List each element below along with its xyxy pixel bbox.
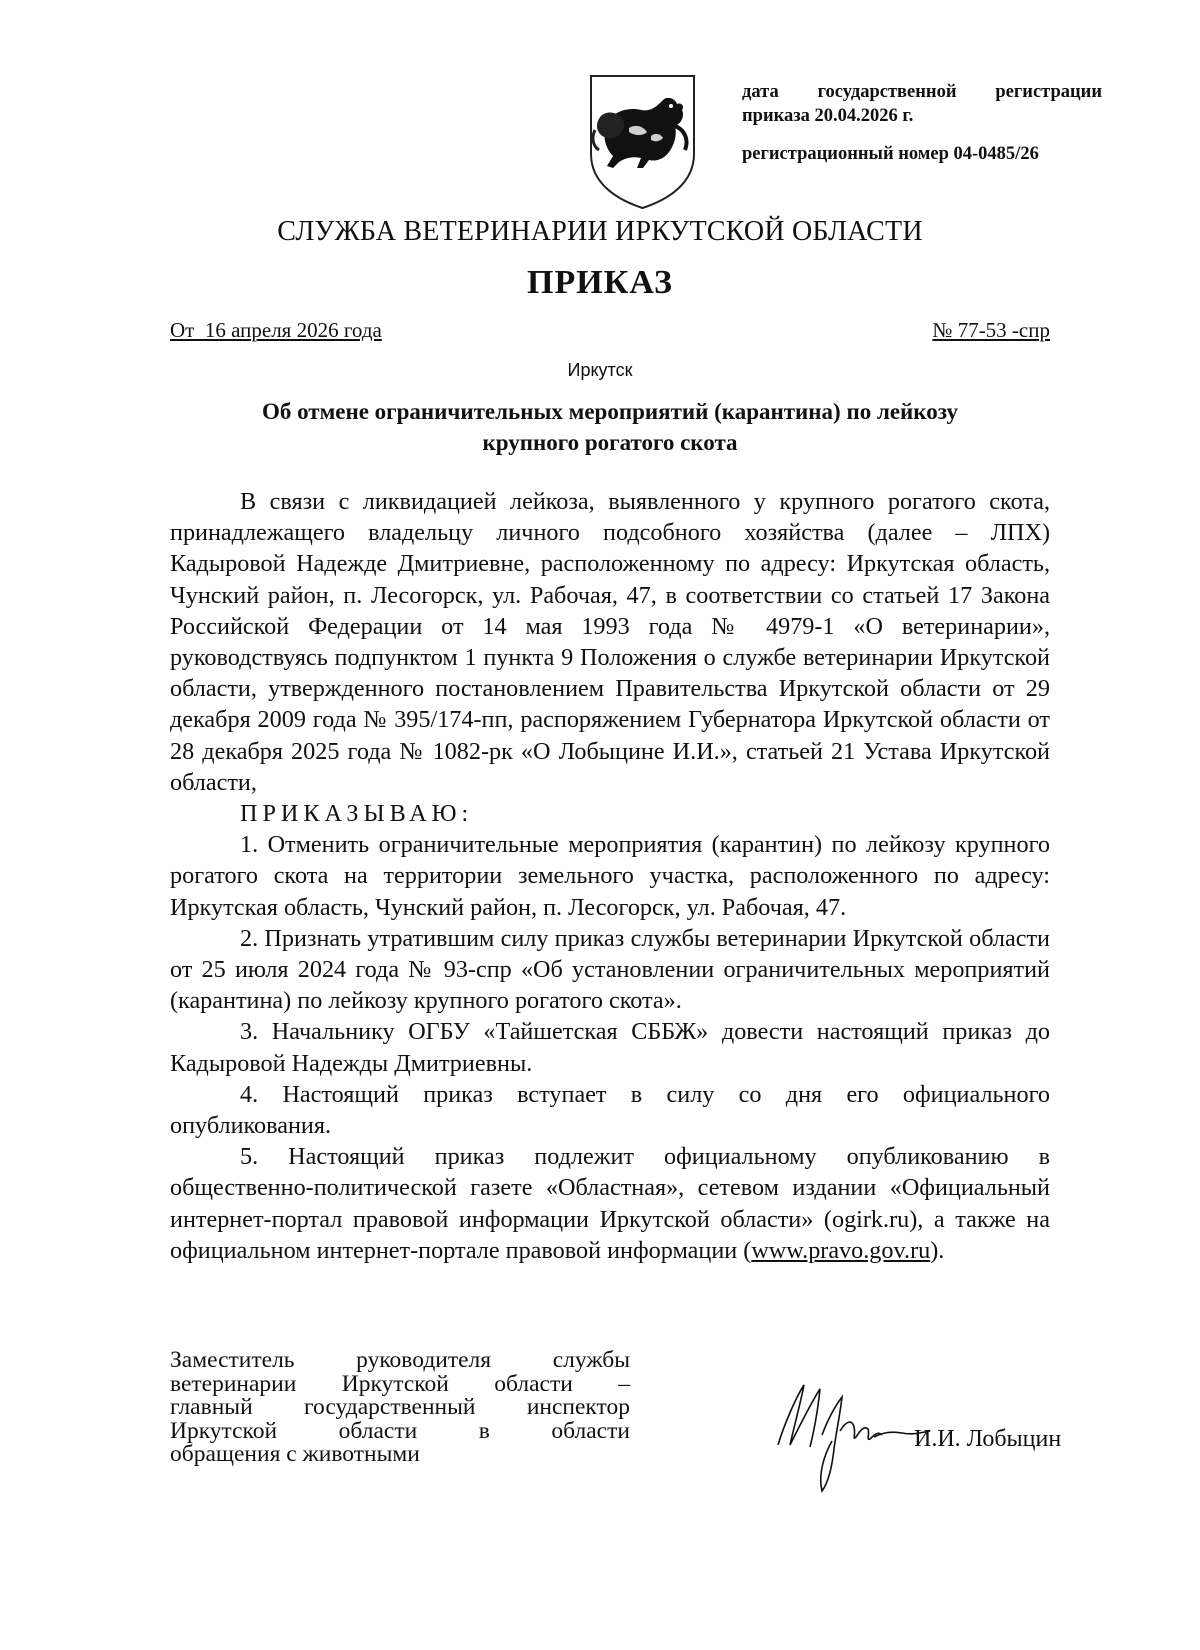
order-item-2: 2. Признать утратившим силу приказ службы ветеринарии Иркутской области от 25 июля 2024 года № 93-спр «Об установлении ограничительных мероприятий (карантина) по лейкозу крупного рогатого скота». — [170, 924, 1050, 1015]
order-title: Об отмене ограничительных мероприятий (карантина) по лейкозу крупного рогатого скота — [261, 399, 959, 455]
order-item-3: 3. Начальнику ОГБУ «Тайшетская СББЖ» довести настоящий приказ до Кадыровой Надежды Дмитриевны. — [170, 1018, 1050, 1077]
preamble-paragraph: В связи с ликвидацией лейкоза, выявленного у крупного рогатого скота, принадлежащего владельцу личного подсобного хозяйства (далее – ЛПХ) Кадыровой Надежде Дмитриевне, расположенному по адресу: Иркутская область, Чунский район, п. Лесогорск, ул. Рабочая, 47, в соответствии со статьей 17 Закона Российской Федерации от 14 мая 1993 года № 4979-1 «О ветеринарии», руководствуясь подпунктом 1 пункта 9 Положения о службе ветеринарии Иркутской области, утвержденного постановлением Правительства Иркутской области от 29 декабря 2009 года № 395/174-пп, распоряжением Губернатора Иркутской области от 28 декабря 2025 года № 1082-рк «О Лобыцине И.И.», статьей 21 Устава Иркутской области, — [170, 488, 1050, 796]
registration-date: приказа 20.04.2026 г. — [742, 106, 914, 126]
order-body — [170, 486, 1050, 1266]
registration-number: регистрационный номер 04-0485/26 — [742, 144, 1039, 164]
order-date: От 16 апреля 2026 года — [170, 318, 382, 342]
order-number: № 77-53 -спр — [932, 318, 1050, 342]
document-type: ПРИКАЗ — [527, 264, 673, 301]
registration-block — [742, 80, 1102, 166]
signer-name: И.И. Лобыцин — [914, 1426, 1062, 1452]
irkutsk-coat-of-arms-icon — [585, 72, 700, 212]
handwritten-signature-icon — [770, 1375, 935, 1495]
registration-date-label: дата государственной регистрации — [742, 82, 1102, 102]
orders-heading: ПРИКАЗЫВАЮ: — [240, 800, 474, 828]
pravo-link[interactable]: www.pravo.gov.ru — [751, 1236, 931, 1264]
order-item-1: 1. Отменить ограничительные мероприятия (карантин) по лейкозу крупного рогатого скота на территории земельного участка, расположенного по адресу: Иркутская область, Чунский район, п. Лесогорск, ул. Рабочая, 47. — [170, 831, 1050, 921]
order-item-4: 4. Настоящий приказ вступает в силу со дня его официального опубликования. — [170, 1080, 1050, 1140]
order-item-5: 5. Настоящий приказ подлежит официальному опубликованию в общественно-политической газете «Областная», сетевом издании «Официальный интернет-портал правовой информации Иркутской области» (ogirk.ru), а также на официальном интернет-портале правовой информации (www.pravo.gov.ru). — [170, 1143, 1050, 1264]
agency-name: СЛУЖБА ВЕТЕРИНАРИИ ИРКУТСКОЙ ОБЛАСТИ — [277, 216, 923, 247]
order-city: Иркутск — [567, 360, 633, 380]
signer-position: Заместитель руководителя службы ветеринарии Иркутской области – главный государственный инспектор Иркутской области в области обращения с животными — [170, 1347, 630, 1467]
